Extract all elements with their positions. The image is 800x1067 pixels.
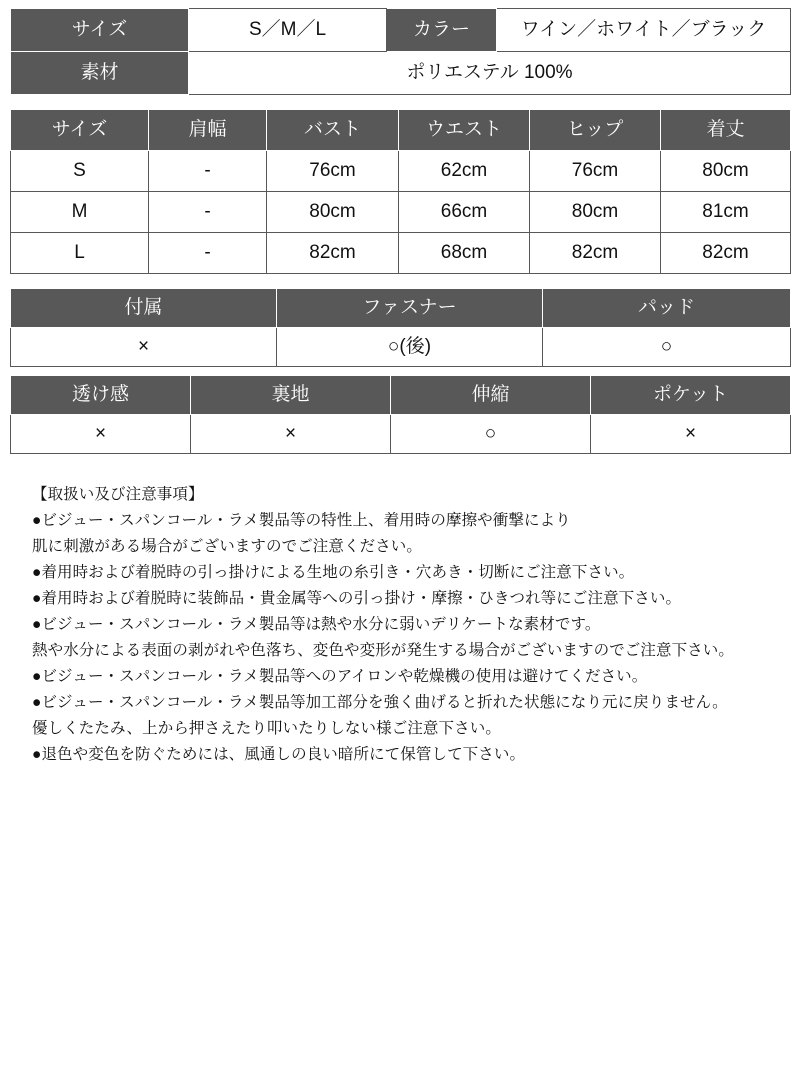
spec-label-color: カラー (387, 9, 497, 52)
size-cell: 68cm (399, 233, 530, 274)
detail-table-attachments (10, 288, 791, 367)
table-row (11, 233, 791, 274)
spec-value-color: ワイン／ホワイト／ブラック (497, 9, 791, 52)
size-cell: 82cm (530, 233, 661, 274)
detail-value-sheer: × (11, 415, 191, 454)
size-cell: L (11, 233, 149, 274)
detail-table-properties (10, 375, 791, 454)
care-note-line: ●ビジュー・スパンコール・ラメ製品等は熱や水分に弱いデリケートな素材です。 (32, 616, 601, 634)
size-col-header: サイズ (11, 110, 149, 151)
care-note-line: ●退色や変色を防ぐためには、風通しの良い暗所にて保管して下さい。 (32, 746, 526, 764)
detail-value-zipper: ○(後) (277, 328, 543, 367)
detail-header-stretch: 伸縮 (391, 376, 591, 415)
care-note-line: ●着用時および着脱時の引っ掛けによる生地の糸引き・穴あき・切断にご注意下さい。 (32, 564, 635, 582)
care-note-line: ●ビジュー・スパンコール・ラメ製品等の特性上、着用時の摩擦や衝撃により (32, 512, 571, 530)
table-row (11, 9, 791, 52)
detail-header-pad: パッド (543, 289, 791, 328)
size-cell: 76cm (530, 151, 661, 192)
detail-value-pocket: × (591, 415, 791, 454)
spec-value-size: S／M／L (189, 9, 387, 52)
size-cell: 80cm (267, 192, 399, 233)
size-cell: - (149, 233, 267, 274)
table-row (11, 192, 791, 233)
spec-value-material: ポリエステル 100% (189, 52, 791, 95)
table-row (11, 289, 791, 328)
spacer (10, 367, 790, 375)
table-row (11, 151, 791, 192)
detail-value-pad: ○ (543, 328, 791, 367)
spacer (10, 95, 790, 109)
size-cell: 82cm (267, 233, 399, 274)
size-col-header: ヒップ (530, 110, 661, 151)
size-cell: 80cm (530, 192, 661, 233)
care-note-line: ●ビジュー・スパンコール・ラメ製品等へのアイロンや乾燥機の使用は避けてください。 (32, 668, 648, 686)
size-cell: 80cm (661, 151, 791, 192)
size-cell: 62cm (399, 151, 530, 192)
spec-label-size: サイズ (11, 9, 189, 52)
care-note-line: 肌に刺激がある場合がございますのでご注意ください。 (32, 538, 423, 556)
size-col-header: 肩幅 (149, 110, 267, 151)
detail-header-zipper: ファスナー (277, 289, 543, 328)
table-row (11, 415, 791, 454)
spec-label-material: 素材 (11, 52, 189, 95)
size-cell: 66cm (399, 192, 530, 233)
detail-value-accessory: × (11, 328, 277, 367)
table-row (11, 376, 791, 415)
detail-value-stretch: ○ (391, 415, 591, 454)
table-row (11, 52, 791, 95)
spec-table (10, 8, 791, 95)
detail-header-lining: 裏地 (191, 376, 391, 415)
size-cell: 82cm (661, 233, 791, 274)
size-cell: - (149, 151, 267, 192)
table-row (11, 110, 791, 151)
care-note-line: ●ビジュー・スパンコール・ラメ製品等加工部分を強く曲げると折れた状態になり元に戻りません。 (32, 694, 728, 712)
size-col-header: バスト (267, 110, 399, 151)
detail-header-accessory: 付属 (11, 289, 277, 328)
size-table (10, 109, 791, 274)
care-note-line: ●着用時および着脱時に装飾品・貴金属等への引っ掛け・摩擦・ひきつれ等にご注意下さい。 (32, 590, 682, 608)
size-col-header: ウエスト (399, 110, 530, 151)
table-row (11, 328, 791, 367)
care-note-line: 優しくたたみ、上から押さえたり叩いたりしない様ご注意下さい。 (32, 720, 501, 738)
care-notes (10, 482, 790, 768)
care-notes-title: 【取扱い及び注意事項】 (32, 486, 204, 503)
size-cell: S (11, 151, 149, 192)
detail-header-pocket: ポケット (591, 376, 791, 415)
size-cell: - (149, 192, 267, 233)
size-cell: M (11, 192, 149, 233)
spacer (10, 274, 790, 288)
detail-header-sheer: 透け感 (11, 376, 191, 415)
care-note-line: 熱や水分による表面の剥がれや色落ち、変色や変形が発生する場合がございますのでご注意下さい。 (32, 642, 735, 660)
size-col-header: 着丈 (661, 110, 791, 151)
size-cell: 81cm (661, 192, 791, 233)
detail-value-lining: × (191, 415, 391, 454)
size-cell: 76cm (267, 151, 399, 192)
